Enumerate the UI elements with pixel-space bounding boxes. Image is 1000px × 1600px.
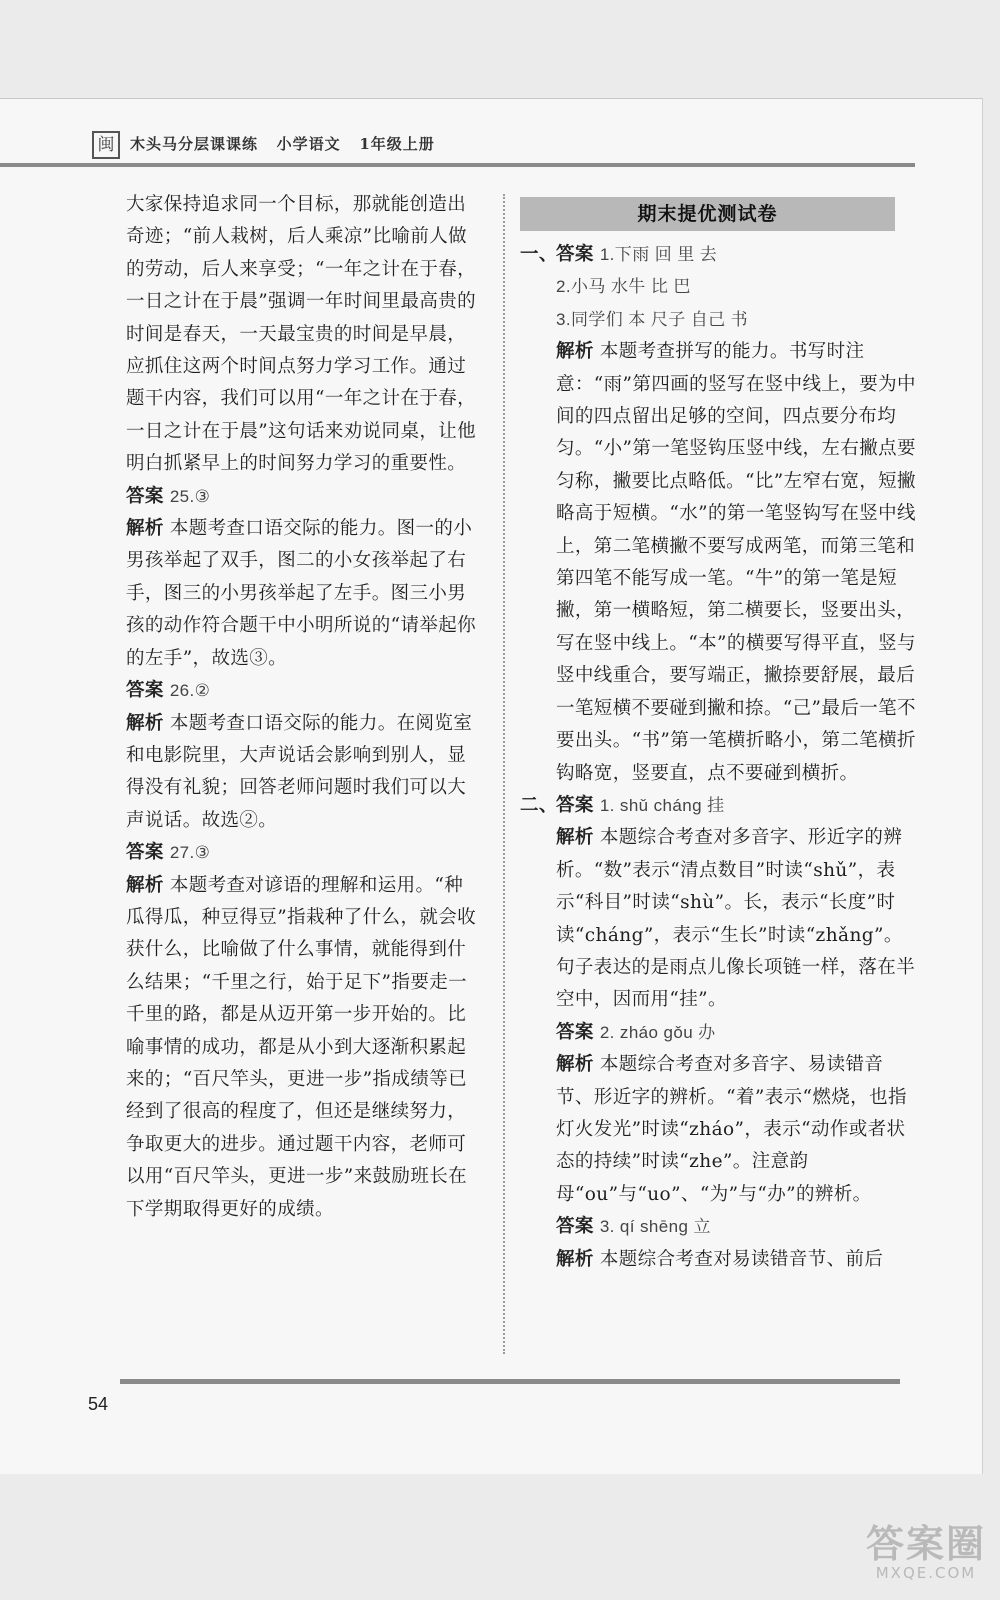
analysis-paragraph <box>556 822 916 1016</box>
analysis-tag: 解析 <box>556 1054 594 1076</box>
answer-value: 25.③ <box>169 486 211 506</box>
answer-line <box>126 837 481 869</box>
answer-value: 3. qí shēng 立 <box>599 1217 711 1237</box>
analysis-text: 本题考查对谚语的理解和运用。“种瓜得瓜，种豆得豆”指栽种了什么，就会收获什么，比喻做了什么事情，就能得到什么结果；“千里之行，始于足下”指要走一千里的路，都是从迈开第一步开始的。比喻事情的成功，都是从小到大逐渐积累起来的；“百尺竿头，更进一步”指成绩等已经到了很高的程度了，但还是继续努力，争取更大的进步。通过题干内容，老师可以用“百尺竿头，更进一步”来鼓励班长在下学期取得更好的成绩。 <box>126 874 477 1220</box>
analysis-paragraph <box>126 513 481 675</box>
section-number: 二、 <box>520 794 558 816</box>
analysis-text: 本题综合考查对多音字、易读错音节、形近字的辨析。“着”表示“燃烧，也指灯火发光”时读“zháo”，表示“动作或者状态的持续”时读“zhe”。注意韵母“ou”与“uo”、“为”与“办”的辨析。 <box>556 1054 907 1205</box>
page-header <box>0 129 915 167</box>
answer-tag: 答案 <box>126 485 164 507</box>
answer-value: 1. shǔ cháng 挂 <box>599 795 725 815</box>
section-number: 一、 <box>520 244 558 265</box>
page-number: 54 <box>88 1394 109 1414</box>
analysis-paragraph <box>556 336 916 790</box>
answer-line <box>126 481 481 513</box>
analysis-paragraph <box>126 870 481 1226</box>
answer-value: 2. zháo gǒu 办 <box>599 1022 716 1042</box>
answer-tag: 答案 <box>126 680 164 702</box>
footer-rule <box>120 1379 900 1384</box>
answer-line <box>556 1211 916 1243</box>
analysis-paragraph <box>556 1244 916 1276</box>
paragraph: 大家保持追求同一个目标，那就能创造出奇迹；“前人栽树，后人乘凉”比喻前人做的劳动，后人来享受；“一年之计在于春，一日之计在于晨”强调一年时间里最高贵的时间是春天，一天最宝贵的时间是早晨，应抓住这两个时间点努力学习工作。通过题干内容，我们可以用“一年之计在于春，一日之计在于晨”这句话来劝说同桌，让他明白抓紧早上的时间努力学习的重要性。 <box>126 194 477 475</box>
answer-value: 2.小马 水牛 比 巴 <box>556 277 691 297</box>
site-watermark <box>866 1524 986 1582</box>
answer-value: 1.下雨 回 里 去 <box>599 245 718 264</box>
analysis-text: 本题考查口语交际的能力。图一的小男孩举起了双手，图二的小女孩举起了右手，图三的小男孩举起了左手。图三小男孩的动作符合题干中小明所说的“请举起你的左手”，故选③。 <box>126 518 477 669</box>
answer-value: 3.同学们 本 尺子 自己 书 <box>556 309 749 329</box>
analysis-paragraph <box>126 708 481 838</box>
answer-line <box>556 271 916 303</box>
book-title: 木头马分层课课练 小学语文 1年级上册 <box>130 135 435 153</box>
answer-line <box>556 304 916 336</box>
analysis-text: 本题考查拼写的能力。书写时注意：“雨”第四画的竖写在竖中线上，要为中间的四点留出足够的空间，四点要分布均匀。“小”第一笔竖钩压竖中线，左右撇点要匀称，撇要比点略低。“比”左窄右宽，短撇略高于短横。“水”的第一笔竖钩写在竖中线上，第二笔横撇不要写成两笔，而第三笔和第四笔不能写成一笔。“牛”的第一笔是短撇，第一横略短，第二横要长，竖要出头，写在竖中线上。“本”的横要写得平直，竖与竖中线重合，要写端正，撇捺要舒展，最后一笔短横不要碰到撇和捺。“己”最后一笔不要出头。“书”第一笔横折略小，第二笔横折钩略宽，竖要直，点不要碰到横折。 <box>556 341 916 784</box>
answer-value: 27.③ <box>169 843 211 863</box>
answer-line <box>520 239 916 271</box>
analysis-tag: 解析 <box>126 874 164 896</box>
analysis-tag: 解析 <box>556 1248 594 1270</box>
answer-line <box>556 1017 916 1049</box>
analysis-text: 本题综合考查对易读错音节、前后 <box>599 1248 884 1270</box>
analysis-text: 本题综合考查对多音字、形近字的辨析。“数”表示“清点数目”时读“shǔ”，表示“科目”时读“shù”。长，表示“长度”时读“cháng”，表示“生长”时读“zhǎng”。句子表达的是雨点儿像长项链一样，落在半空中，因而用“挂”。 <box>556 827 916 1011</box>
answer-tag: 答案 <box>556 1021 594 1043</box>
answer-tag: 答案 <box>556 794 594 816</box>
document-page <box>0 98 983 1474</box>
answer-tag: 答案 <box>126 842 164 864</box>
analysis-tag: 解析 <box>126 712 164 734</box>
analysis-tag: 解析 <box>556 341 594 363</box>
answer-value: 26.② <box>169 681 211 701</box>
section-banner: 期末提优测试卷 <box>520 197 895 231</box>
left-column <box>126 189 481 1226</box>
watermark-logo-text: 答案圈 <box>865 1522 986 1566</box>
publisher-logo-icon: 闽 <box>92 131 120 159</box>
right-column <box>520 239 916 1276</box>
answer-tag: 答案 <box>556 1216 594 1238</box>
answer-line <box>126 675 481 707</box>
analysis-paragraph <box>556 1049 916 1211</box>
analysis-tag: 解析 <box>556 827 594 849</box>
answer-line <box>520 790 916 822</box>
analysis-text: 本题考查口语交际的能力。在阅览室和电影院里，大声说话会影响到别人，显得没有礼貌；回答老师问题时我们可以大声说话。故选②。 <box>126 712 473 831</box>
watermark-url: MXQE.COM <box>875 1564 977 1582</box>
column-divider <box>503 194 505 1354</box>
answer-tag: 答案 <box>556 244 594 265</box>
analysis-tag: 解析 <box>126 518 164 540</box>
